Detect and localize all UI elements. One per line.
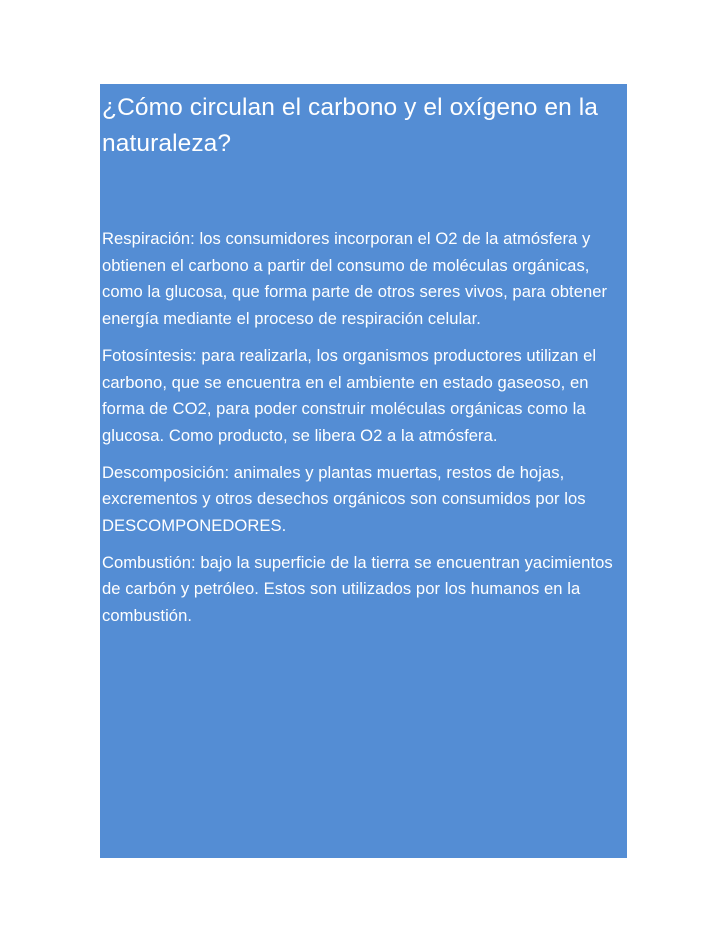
- paragraph-fotosintesis: Fotosíntesis: para realizarla, los organismos productores utilizan el carbono, que se encuentra en el ambiente en estado gaseoso, en forma de CO2, para poder construir moléculas orgánicas como la glucosa. Como producto, se libera O2 a la atmósfera.: [102, 345, 597, 445]
- paragraph-descomposicion: Descomposición: animales y plantas muertas, restos de hojas, excrementos y otros desechos orgánicos son consumidos por los DESCOMPONEDORES.: [102, 462, 586, 536]
- paragraph-respiracion: Respiración: los consumidores incorporan el O2 de la atmósfera y obtienen el carbono a partir del consumo de moléculas orgánicas, como la glucosa, que forma parte de otros seres vivos, para obtener energía mediante el proceso de respiración celular.: [102, 229, 608, 329]
- content-panel: [100, 84, 627, 858]
- document-title: ¿Cómo circulan el carbono y el oxígeno en la naturaleza?: [102, 94, 599, 157]
- paragraph-combustion: Combustión: bajo la superficie de la tierra se encuentran yacimientos de carbón y petróleo. Estos son utilizados por los humanos en la combustión.: [102, 552, 613, 626]
